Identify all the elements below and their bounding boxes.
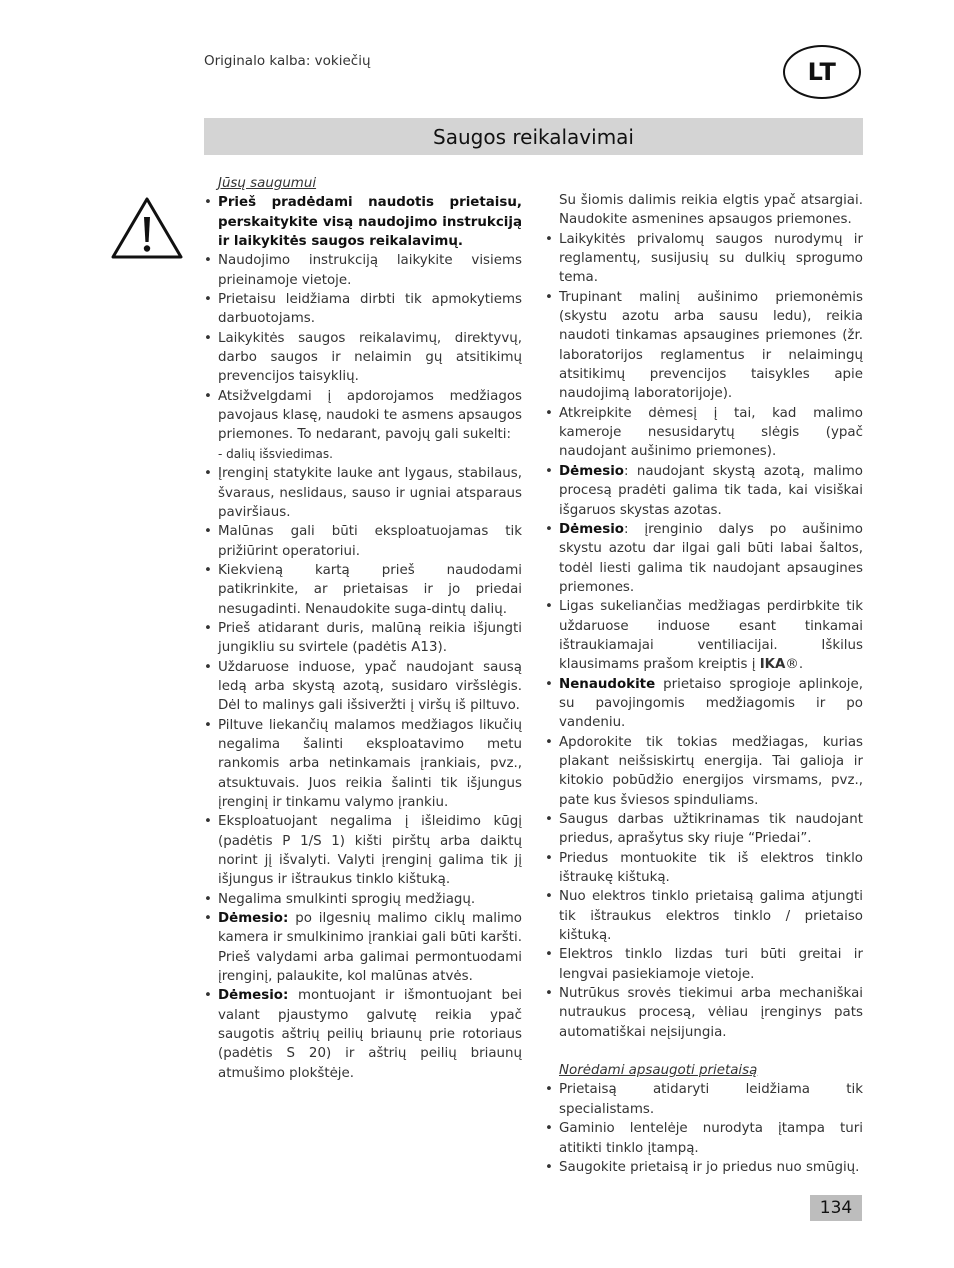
- item-text: Negalima smulkinti sprogių medžiagų.: [218, 891, 476, 907]
- list-item: [204, 387, 522, 445]
- item-text: prietaiso sprogioje aplinkoje, su pavojingomis medžiagomis ir po vandeniu.: [559, 676, 863, 731]
- bullet: •: [204, 330, 212, 346]
- bullet: •: [204, 620, 212, 636]
- bullet: •: [204, 562, 212, 578]
- item-text: Naudojimo instrukciją laikykite visiems prieinamoje vietoje.: [218, 253, 522, 288]
- item-text: Nuo elektros tinklo prietaisą galima atjungti tik ištraukus elektros tinklo / prietaiso kištuką.: [559, 889, 863, 944]
- item-text: : įrenginio dalys po aušinimo skystu azotu dar ilgai gali būti labai šaltos, todėl liesti galima tik naudojant apsaugines priemones.: [559, 521, 863, 595]
- list-item: [204, 909, 522, 986]
- list-item: [545, 984, 863, 1042]
- item-text: : naudojant skystą azotą, malimo procesą pradėti galima tik tada, kai visiškai išgaruos skystas azotas.: [559, 463, 863, 518]
- original-language-note: Originalo kalba: vokiečių: [204, 53, 371, 69]
- left-column: [204, 174, 522, 1083]
- item-text: po ilgesnių malimo ciklų malimo kamera ir smulkinimo įrankiai gali būti karšti. Prieš valydami arba galimai permontuodami įrenginį, palaukite, kol malūnas atvės.: [218, 911, 522, 985]
- item-text: Laikykitės saugos reikalavimų, direktyvų, darbo saugos ir nelaimin gų atsitikimų prevencijos taisyklių.: [218, 330, 522, 385]
- list-item: [545, 810, 863, 849]
- item-text: Prietaisą atidaryti leidžiama tik specialistams.: [559, 1082, 863, 1117]
- list-item: [545, 1080, 863, 1119]
- bullet: •: [545, 289, 553, 305]
- bullet: •: [204, 524, 212, 540]
- bullet: •: [204, 253, 212, 269]
- item-bold: Dėmesio:: [218, 988, 289, 1004]
- bullet: •: [204, 388, 212, 404]
- bullet: •: [545, 986, 553, 1002]
- item-text: Atkreipkite dėmesį į tai, kad malimo kameroje nesusidarytų slėgis (ypač naudojant aušinimo priemones).: [559, 405, 863, 460]
- bullet: •: [204, 195, 212, 211]
- list-item: [545, 887, 863, 945]
- item-text: Kiekvieną kartą prieš naudodami patikrinkite, ar prietaisas ir jo priedai nesugadinti. Nenaudokite suga-dintų dalių.: [218, 562, 522, 617]
- list-item: [204, 290, 522, 329]
- list-item: [204, 464, 522, 522]
- item-text: Priedus montuokite tik iš elektros tinklo ištraukę kištuką.: [559, 850, 863, 886]
- item-bold: Prieš pradėdami naudotis prietaisu, perskaitykite visą naudojimo instrukciją ir laikykitės saugos reikalavimų.: [218, 195, 522, 250]
- item-bold: Dėmesio:: [218, 911, 289, 927]
- item-text: Laikykitės privalomų saugos nurodymų ir reglamentų, susijusių su dulkių sprogumo tema.: [559, 231, 863, 286]
- warning-icon: [110, 195, 184, 261]
- item-text: montuojant ir išmontuojant bei valant pjaustymo galvutę reikia ypač saugotis aštrių peilių briaunų prie rotoriaus (padėtis S 20) ir aštrių peilių briaunų atmušimo plokštėje.: [218, 988, 522, 1081]
- item-text: Prieš atidarant duris, malūną reikia išjungti jungikliu su svirtele (padėtis A13).: [218, 620, 522, 656]
- list-item: [545, 849, 863, 888]
- bullet: •: [545, 947, 553, 963]
- item-text: Atsižvelgdami į apdorojamos medžiagos pavojaus klasę, naudoki te asmens apsaugos priemones. To nedarant, pavojų gali sukelti:: [218, 388, 522, 443]
- bullet: •: [545, 812, 553, 827]
- bullet: •: [545, 1082, 553, 1098]
- ika-brand: IKA: [759, 657, 786, 673]
- bullet: •: [204, 891, 212, 907]
- list-item: [204, 890, 522, 909]
- list-item: [545, 520, 863, 597]
- list-item: [545, 462, 863, 520]
- ika-reg: ®.: [785, 657, 804, 673]
- bullet: •: [545, 889, 553, 905]
- list-item: [204, 561, 522, 619]
- list-item: [204, 658, 522, 716]
- list-item: [545, 733, 863, 810]
- bullet: •: [545, 1159, 553, 1175]
- list-item: [545, 675, 863, 733]
- bullet: •: [545, 521, 553, 537]
- bullet: •: [204, 911, 212, 927]
- list-item: [204, 716, 522, 813]
- item-bold: Nenaudokite: [559, 676, 656, 692]
- bullet: •: [204, 659, 212, 675]
- item-text: Apdorokite tik tokias medžiagas, kurias plakant neišsiskirtų energija. Tai galioja ir kitokio pobūdžio energijos virsmams, pvz., pate kus šviesos spinduliams.: [559, 734, 863, 808]
- bullet: •: [204, 814, 212, 830]
- bullet: •: [545, 463, 553, 479]
- item-text: Elektros tinklo lizdas turi būti greitai ir lengvai pasiekiamoje vietoje.: [559, 947, 863, 982]
- section-heading-your-safety: Jūsų saugumui: [218, 176, 317, 191]
- bullet: •: [204, 717, 212, 733]
- sub-note: - dalių išsviedimas.: [218, 446, 333, 461]
- bullet: •: [204, 988, 212, 1004]
- list-item: [545, 288, 863, 404]
- item-bold: Dėmesio: [559, 521, 624, 537]
- item-text: Saugus darbas užtikrinamas tik naudojant priedus, aprašytus sky riuje “Priedai”.: [559, 812, 863, 847]
- list-item: [545, 945, 863, 984]
- item-text: Prietaisu leidžiama dirbti tik apmokytiems darbuotojams.: [218, 292, 522, 327]
- bullet: •: [204, 292, 212, 308]
- list-item: [545, 597, 863, 674]
- list-item: [204, 193, 522, 251]
- list-item: [204, 986, 522, 1083]
- bullet: •: [545, 734, 553, 750]
- item-text: Piltuve liekančių malamos medžiagos likučių negalima šalinti eksploatavimo metu rankomis arba netinkamais įrankiais, pvz., atsuktuvais. Juos reikia šalinti tik išjungus įrenginį ir tinkamu valymo įrankiu.: [218, 717, 522, 810]
- item-text: Saugokite prietaisą ir jo priedus nuo smūgių.: [559, 1159, 860, 1175]
- bullet: •: [545, 405, 553, 421]
- bullet: •: [545, 676, 553, 692]
- right-column: [545, 191, 863, 1177]
- item-text: Ligas sukeliančias medžiagas perdirbkite tik uždaruose induose esant tinkamai ištraukiamajai ventiliacijai. Iškilus klausimams prašom kreiptis į: [559, 599, 863, 673]
- list-item: [545, 230, 863, 288]
- item-text: Įrenginį statykite lauke ant lygaus, stabilaus, švaraus, neslidaus, sauso ir ugniai atsparaus paviršiaus.: [218, 466, 522, 520]
- item-text: Malūnas gali būti eksploatuojamas tik prižiūrint operatoriui.: [218, 524, 522, 559]
- item-text: Gaminio lentelėje nurodyta įtampa turi atitikti tinklo įtampą.: [559, 1121, 863, 1156]
- list-item: [204, 251, 522, 290]
- section-heading-protect-device: Norėdami apsaugoti prietaisą: [559, 1063, 758, 1079]
- item-bold: Dėmesio: [559, 463, 624, 479]
- page-number: 134: [810, 1195, 862, 1221]
- item-text: Uždaruose induose, ypač naudojant sausą ledą arba skystą azotą, susidaro viršslėgis. Dėl to malinys gali išsiveržti į viršų iš piltuvo.: [218, 659, 522, 714]
- bullet: •: [545, 231, 553, 247]
- bullet: •: [545, 1121, 553, 1137]
- item-text: Nutrūkus srovės tiekimui arba mechaniškai nutraukus procesą, vėliau įrenginys pats automatiškai neįsijungia.: [559, 986, 863, 1040]
- intro-paragraph: Su šiomis dalimis reikia elgtis ypač atsargiai. Naudokite asmenines apsaugos priemones.: [559, 193, 863, 228]
- language-badge: LT: [783, 45, 861, 99]
- list-item: [545, 404, 863, 462]
- list-item: [204, 329, 522, 387]
- item-text: Eksploatuojant negalima į išleidimo kūgį (padėtis P 1/S 1) kišti pirštų arba daiktų norint jį išvalyti. Valyti įrenginį galima tik jį išjungus ir ištraukus tinklo kištuką.: [218, 814, 522, 888]
- section-title: Saugos reikalavimai: [204, 118, 863, 155]
- list-item: [204, 619, 522, 658]
- list-item: [545, 1119, 863, 1158]
- item-text: Trupinant malinį aušinimo priemonėmis (skystu azotu arba sausu ledu), reikia naudoti tinkamas apsaugines priemones (žr. laboratorijos reglamentus ir nelaimingų atsitikimų prevencijos taisykles apie naudojimą laboratorijoje).: [559, 289, 863, 402]
- bullet: •: [204, 466, 212, 482]
- bullet: •: [545, 850, 553, 866]
- bullet: •: [545, 599, 553, 615]
- list-item: [204, 812, 522, 889]
- list-item: [204, 522, 522, 561]
- list-item: [545, 1158, 863, 1177]
